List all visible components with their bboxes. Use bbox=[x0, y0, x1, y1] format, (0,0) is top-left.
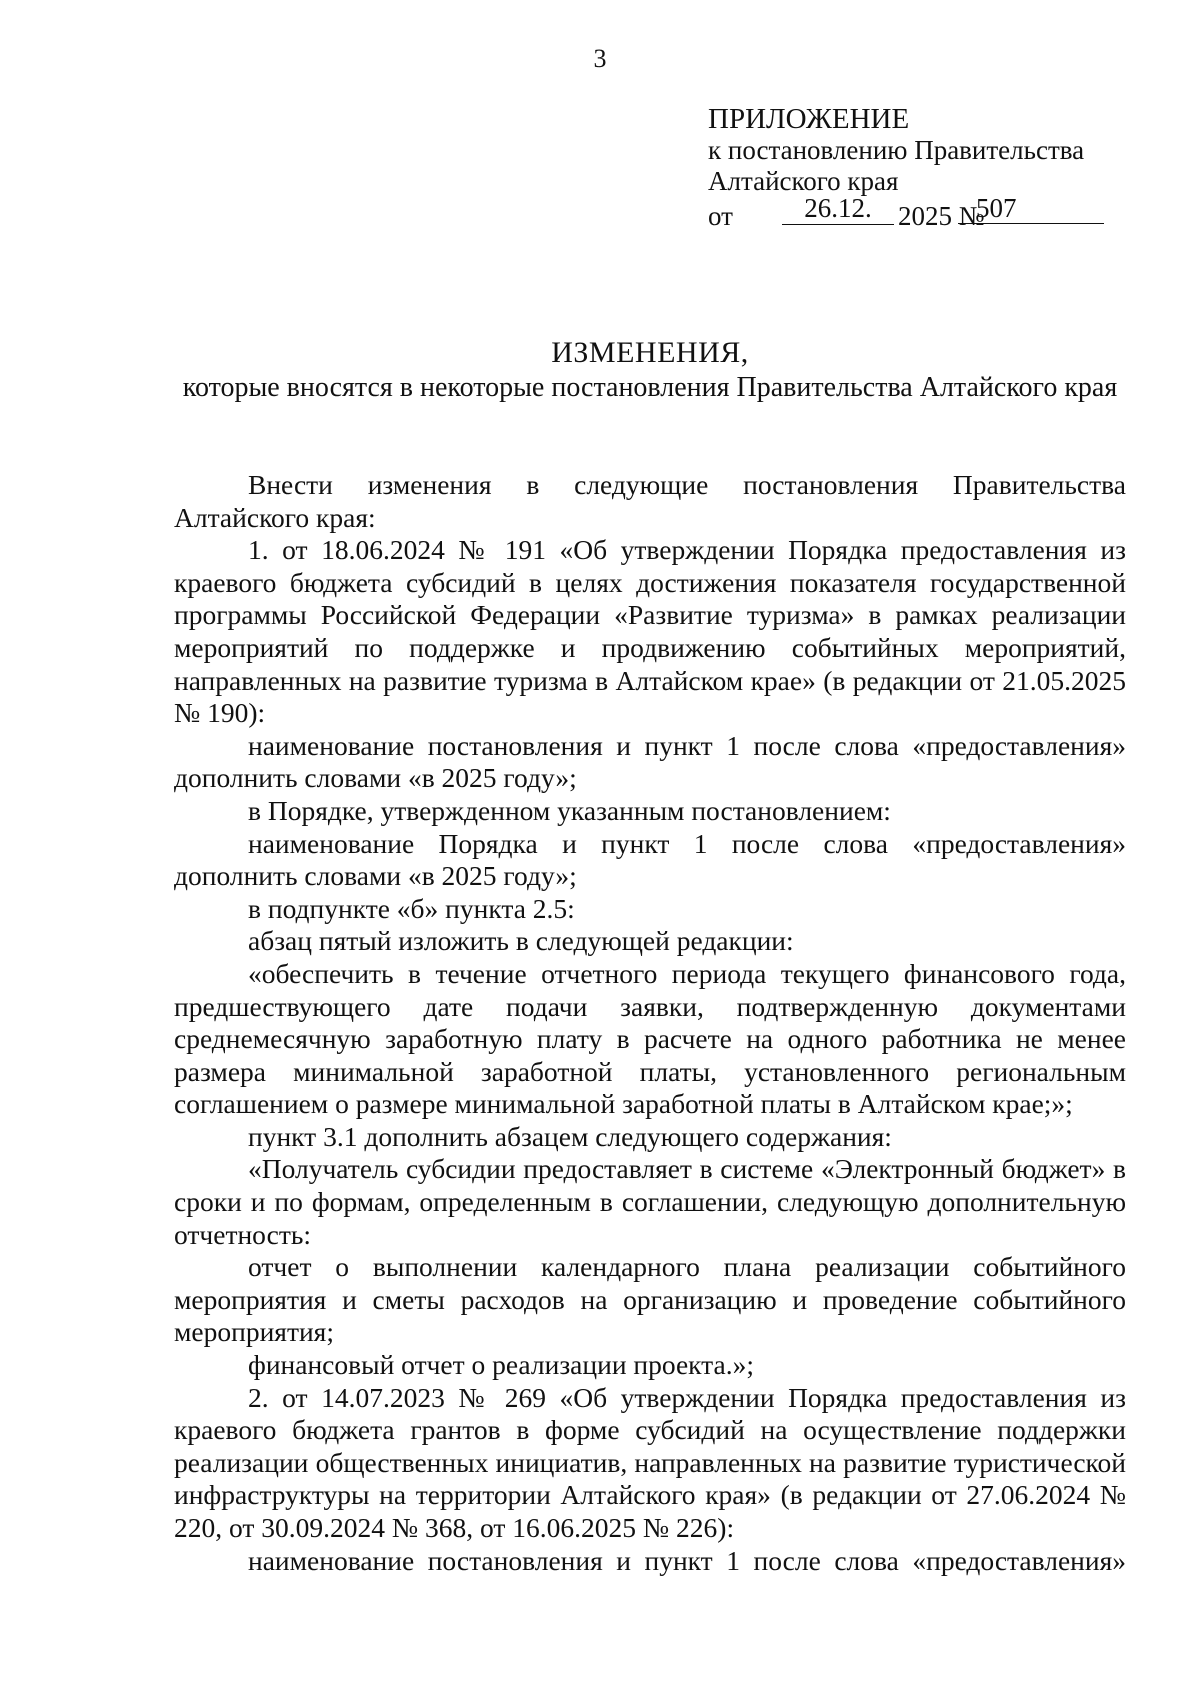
paragraph: отчет о выполнении календарного плана реализации событийного мероприятия и сметы расходов на организацию и проведение событийного мероприятия; bbox=[174, 1251, 1126, 1348]
appendix-block bbox=[708, 104, 1084, 231]
paragraph: «Получатель субсидии предоставляет в системе «Электронный бюджет» в сроки и по формам, определенным в соглашении, следующую дополнительную отчетность: bbox=[174, 1153, 1126, 1250]
paragraph-item-1: 1. от 18.06.2024 № 191 «Об утверждении Порядка предоставления из краевого бюджета субсидий в целях достижения показателя государственной программы Российской Федерации «Развитие туризма» в рамках реализации мероприятий по поддержке и продвижению событийных мероприятий, направленных на развитие туризма в Алтайском крае» (в редакции от 21.05.2025 № 190): bbox=[174, 534, 1126, 729]
document-heading bbox=[174, 335, 1126, 405]
document-year: 2025 № bbox=[898, 201, 985, 231]
paragraph-item-2: 2. от 14.07.2023 № 269 «Об утверждении Порядка предоставления из краевого бюджета грантов в форме субсидий на осуществление поддержки реализации общественных инициатив, направленных на развитие туристической инфраструктуры на территории Алтайского края» (в редакции от 27.06.2024 № 220, от 30.09.2024 № 368, от 16.06.2025 № 226): bbox=[174, 1381, 1126, 1543]
paragraph: наименование постановления и пункт 1 после слова «предоставления» дополнить словами «в 2025 году»; bbox=[174, 729, 1126, 794]
paragraph: наименование постановления и пункт 1 после слова «предоставления» bbox=[248, 1544, 1126, 1576]
document-number: 507 bbox=[958, 193, 1104, 224]
paragraph: «обеспечить в течение отчетного периода текущего финансового года, предшествующего дате подачи заявки, подтвержденную документами среднемесячную заработную плату в расчете на одного работника не менее размера минимальной заработной платы, установленного региональным соглашением о размере минимальной заработной платы в Алтайском крае;»; bbox=[174, 957, 1126, 1120]
appendix-date-line bbox=[708, 193, 1084, 231]
appendix-title: ПРИЛОЖЕНИЕ bbox=[708, 103, 910, 135]
paragraph-intro: Внести изменения в следующие постановления Правительства Алтайского края: bbox=[174, 469, 1126, 533]
appendix-line-2: Алтайского края bbox=[708, 166, 899, 196]
paragraph: в подпункте «б» пункта 2.5: bbox=[248, 892, 575, 924]
document-body bbox=[174, 469, 1126, 1577]
paragraph: абзац пятый изложить в следующей редакции: bbox=[248, 925, 794, 957]
paragraph: в Порядке, утвержденном указанным постановлением: bbox=[248, 794, 891, 826]
heading-title: ИЗМЕНЕНИЯ, bbox=[551, 336, 749, 369]
paragraph: финансовый отчет о реализации проекта.»; bbox=[248, 1349, 754, 1381]
heading-subtitle: которые вносятся в некоторые постановления Правительства Алтайского края bbox=[182, 372, 1118, 403]
page-number: 3 bbox=[593, 44, 607, 73]
document-date: 26.12. bbox=[782, 193, 894, 225]
appendix-line-1: к постановлению Правительства bbox=[708, 135, 1085, 165]
date-prefix: от bbox=[708, 201, 733, 231]
paragraph: пункт 3.1 дополнить абзацем следующего содержания: bbox=[248, 1120, 892, 1152]
paragraph: наименование Порядка и пункт 1 после слова «предоставления» дополнить словами «в 2025 году»; bbox=[174, 827, 1126, 892]
